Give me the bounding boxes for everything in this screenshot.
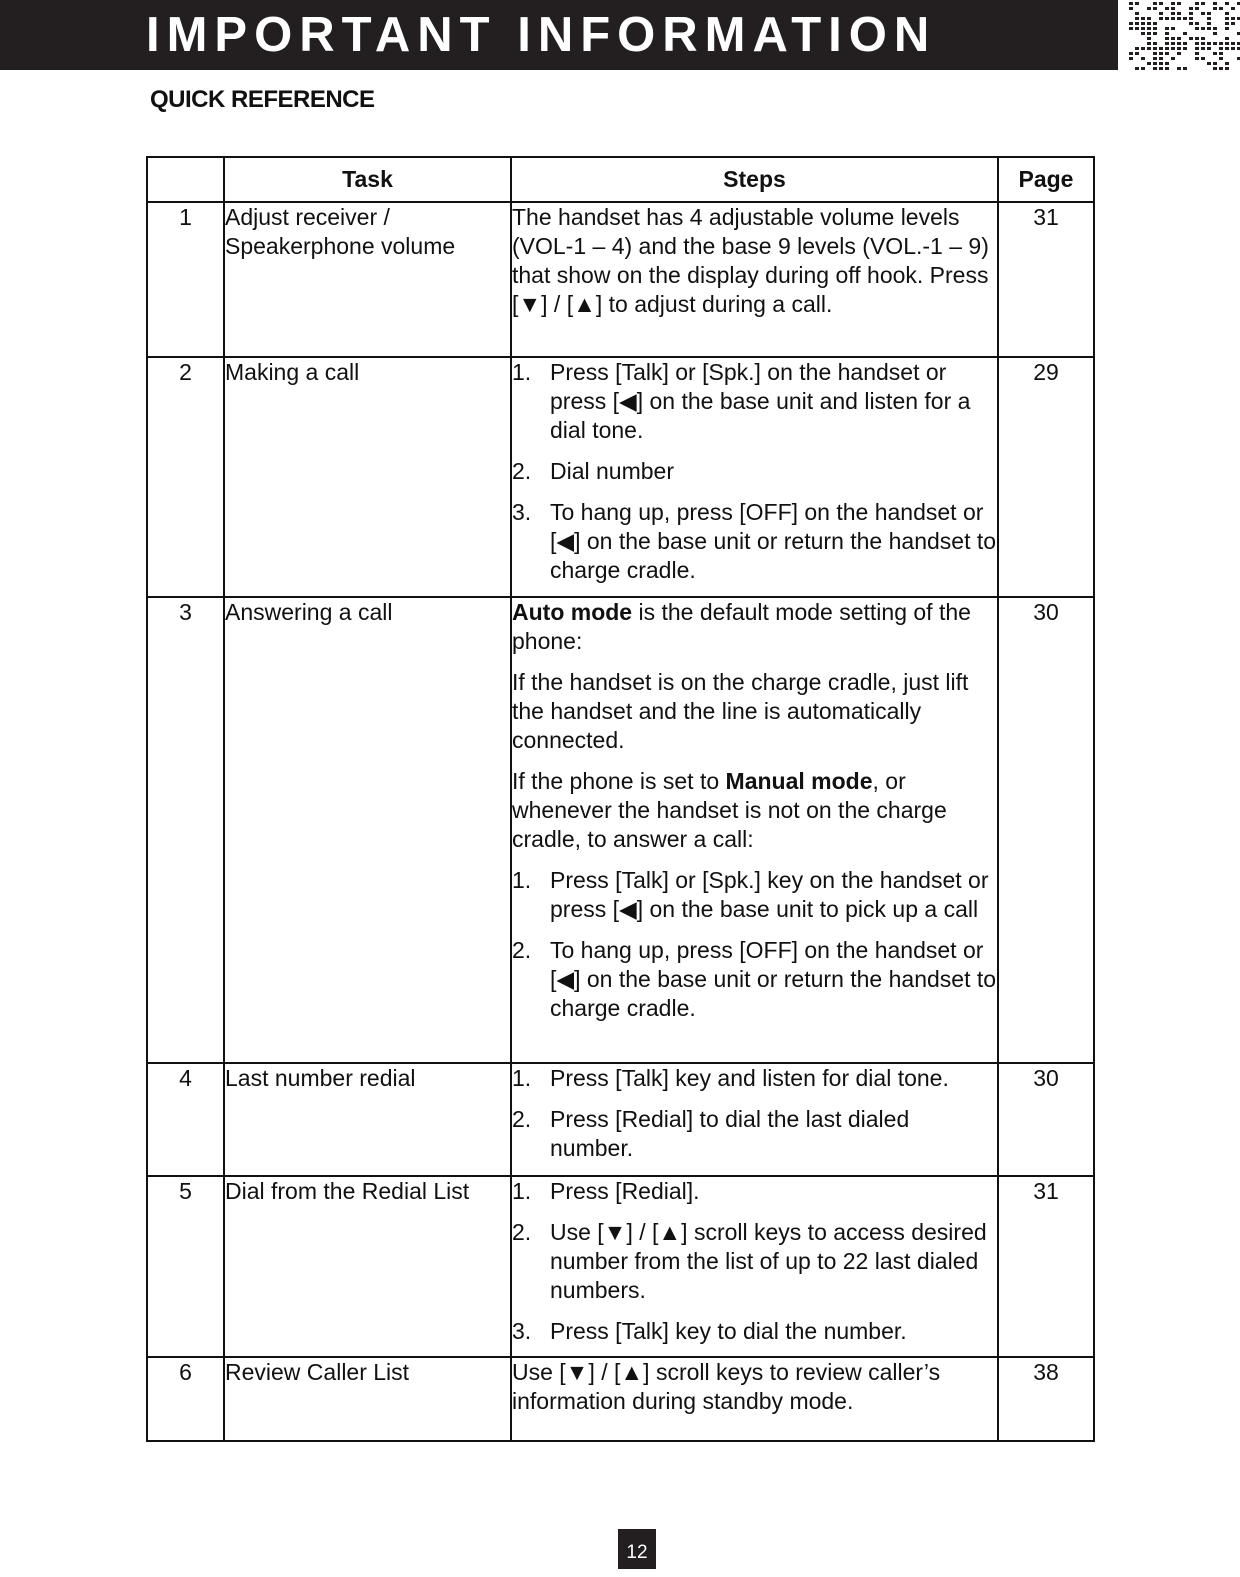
task-cell: Dial from the Redial List <box>224 1176 511 1357</box>
step-text: Press [Redial]. <box>550 1178 700 1204</box>
header-steps: Steps <box>511 157 998 202</box>
step-list <box>512 866 997 1023</box>
steps-cell <box>511 1063 998 1176</box>
row-number: 4 <box>147 1063 224 1176</box>
task-cell: Making a call <box>224 357 511 597</box>
steps-cell <box>511 202 998 357</box>
step-number: 3. <box>512 499 532 525</box>
table-row <box>147 1357 1094 1441</box>
quick-reference-table <box>146 156 1095 1442</box>
table-row <box>147 597 1094 1063</box>
list-item <box>512 457 997 486</box>
table-row <box>147 1063 1094 1176</box>
step-number: 1. <box>512 1178 532 1204</box>
step-number: 1. <box>512 1065 532 1091</box>
page-ref: 38 <box>998 1357 1094 1441</box>
step-text: Press [Talk] or [Spk.] key on the handset or press [◀] on the base unit to pick up a call <box>550 867 989 922</box>
step-text: Press [Talk] key to dial the number. <box>550 1318 907 1344</box>
step-paragraph <box>512 203 997 319</box>
header-num <box>147 157 224 202</box>
mode-name: Manual mode <box>725 768 873 794</box>
list-item <box>512 498 997 585</box>
step-list <box>512 1177 997 1346</box>
step-list <box>512 1064 997 1163</box>
list-item <box>512 1064 997 1093</box>
section-title: QUICK REFERENCE <box>150 86 375 113</box>
task-cell: Review Caller List <box>224 1357 511 1441</box>
step-text: To hang up, press [OFF] on the handset or [◀] on the base unit or return the handset to charge cradle. <box>550 937 997 1021</box>
list-item <box>512 1105 997 1163</box>
list-item <box>512 1317 997 1346</box>
step-list <box>512 358 997 585</box>
corner-pattern <box>1126 0 1240 70</box>
paragraph-text: The handset has 4 adjustable volume levels (VOL-1 – 4) and the base 9 levels (VOL.-1 – 9) that show on the display during off hook. Press [▼] / [▲] to adjust during a call. <box>512 204 989 317</box>
step-text: To hang up, press [OFF] on the handset or [◀] on the base unit or return the handset to charge cradle. <box>550 499 997 583</box>
table-row <box>147 357 1094 597</box>
step-paragraph <box>512 668 997 755</box>
step-text: Dial number <box>550 458 674 484</box>
step-text: Press [Talk] or [Spk.] on the handset or press [◀] on the base unit and listen for a dial tone. <box>550 359 971 443</box>
step-number: 2. <box>512 1106 532 1132</box>
steps-cell <box>511 357 998 597</box>
page-ref: 29 <box>998 357 1094 597</box>
step-text: Press [Redial] to dial the last dialed number. <box>550 1106 910 1161</box>
paragraph-text: is the default mode setting of the phone: <box>512 599 971 654</box>
table-row <box>147 1176 1094 1357</box>
task-cell: Answering a call <box>224 597 511 1063</box>
row-number: 3 <box>147 597 224 1063</box>
list-item <box>512 866 997 924</box>
paragraph-text: , or whenever the handset is not on the charge cradle, to answer a call: <box>512 768 947 852</box>
step-paragraph <box>512 767 997 854</box>
mode-name: Auto mode <box>512 599 633 625</box>
page-ref: 30 <box>998 597 1094 1063</box>
step-number: 2. <box>512 937 532 963</box>
step-number: 2. <box>512 458 532 484</box>
page-ref: 30 <box>998 1063 1094 1176</box>
page-title: IMPORTANT INFORMATION <box>146 8 937 62</box>
step-number: 1. <box>512 867 532 893</box>
list-item <box>512 1177 997 1206</box>
list-item <box>512 936 997 1023</box>
row-number: 2 <box>147 357 224 597</box>
paragraph-text: Use [▼] / [▲] scroll keys to review caller’s information during standby mode. <box>512 1359 941 1414</box>
step-text: Use [▼] / [▲] scroll keys to access desired number from the list of up to 22 last dialed numbers. <box>550 1219 987 1303</box>
steps-cell <box>511 1176 998 1357</box>
row-number: 6 <box>147 1357 224 1441</box>
task-cell: Last number redial <box>224 1063 511 1176</box>
step-number: 1. <box>512 359 532 385</box>
task-cell: Adjust receiver / Speakerphone volume <box>224 202 511 357</box>
paragraph-lead-text: If the phone is set to <box>512 768 726 794</box>
steps-cell <box>511 597 998 1063</box>
table-row <box>147 202 1094 357</box>
header-page: Page <box>998 157 1094 202</box>
row-number: 5 <box>147 1176 224 1357</box>
step-number: 3. <box>512 1318 532 1344</box>
paragraph-text: If the handset is on the charge cradle, just lift the handset and the line is automatically connected. <box>512 669 969 753</box>
list-item <box>512 1218 997 1305</box>
list-item <box>512 358 997 445</box>
row-number: 1 <box>147 202 224 357</box>
steps-cell <box>511 1357 998 1441</box>
page-number: 12 <box>618 1529 656 1569</box>
step-number: 2. <box>512 1219 532 1245</box>
step-text: Press [Talk] key and listen for dial tone. <box>550 1065 949 1091</box>
page-ref: 31 <box>998 1176 1094 1357</box>
step-paragraph <box>512 1358 997 1416</box>
page-ref: 31 <box>998 202 1094 357</box>
table-header-row <box>147 157 1094 202</box>
step-paragraph <box>512 598 997 656</box>
header-bar <box>0 0 1118 70</box>
header-task: Task <box>224 157 511 202</box>
